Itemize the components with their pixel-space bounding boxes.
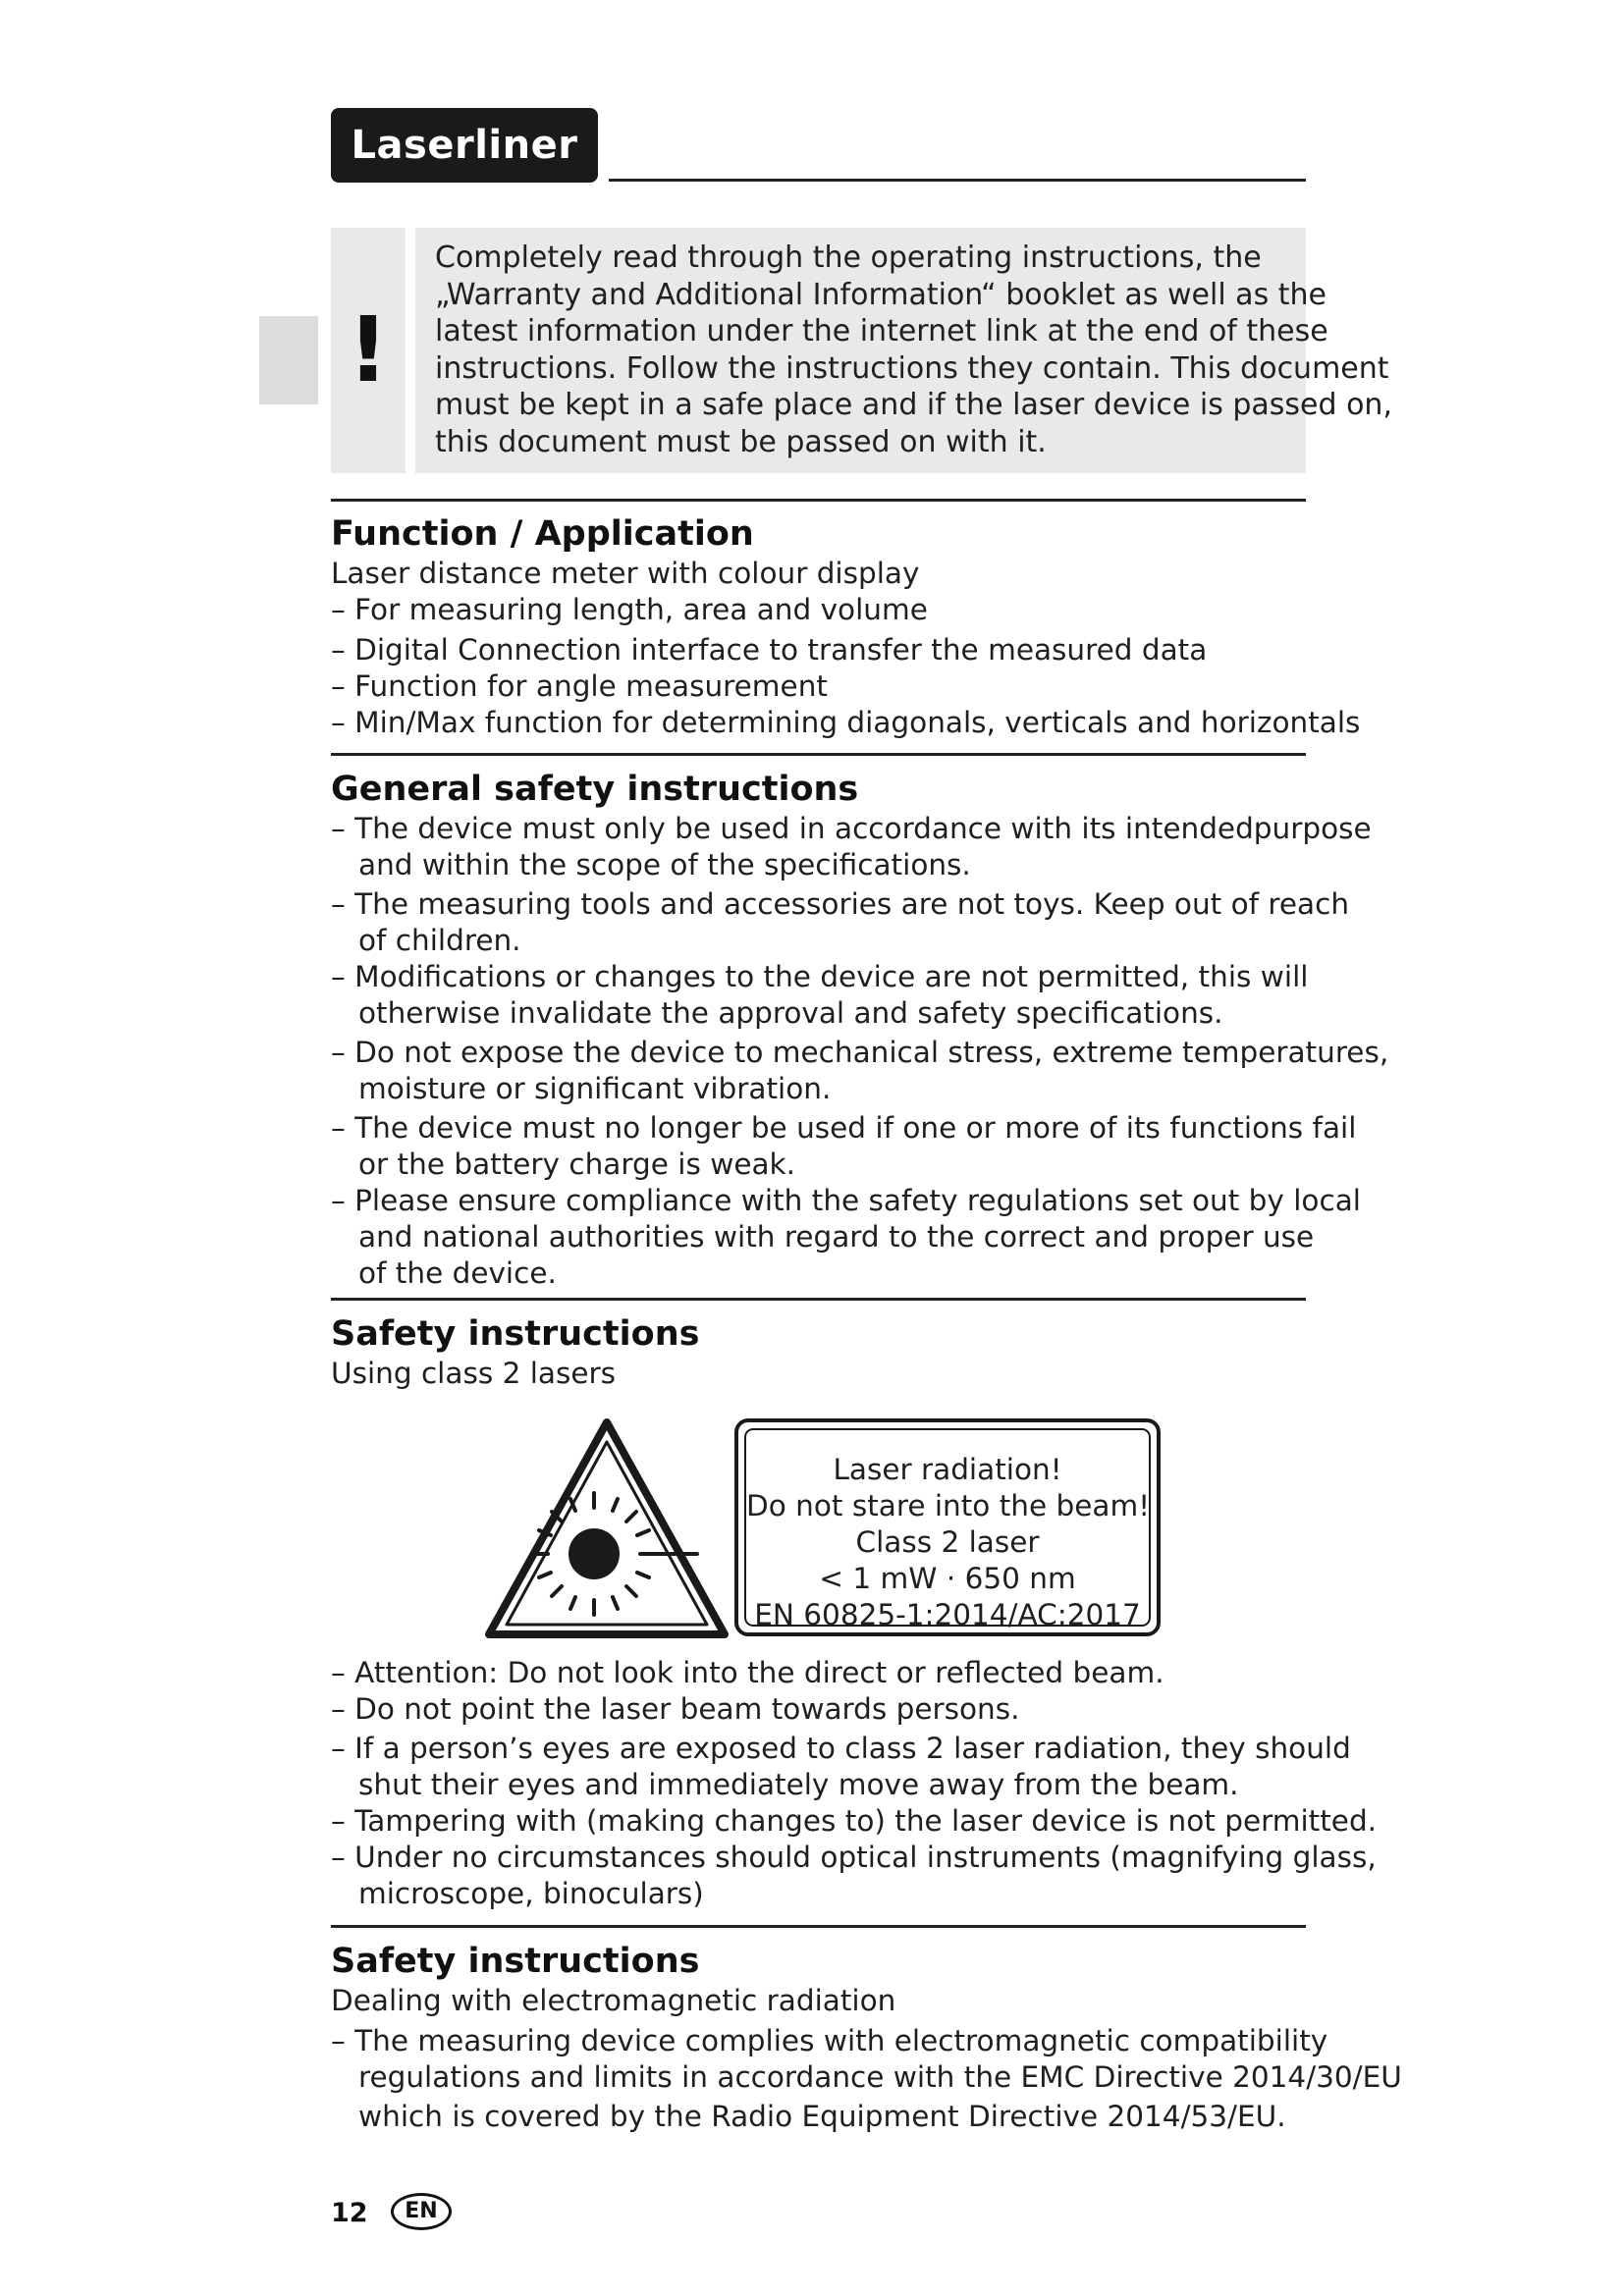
section-subtitle: Using class 2 lasers	[331, 1357, 617, 1390]
section-rule	[331, 753, 1306, 756]
laser-warning-label	[734, 1418, 1161, 1636]
notice-box	[415, 228, 1392, 473]
list-item: – For measuring length, area and volume	[331, 593, 928, 626]
list-item: – The measuring tools and accessories are not toys. Keep out of reach of children.	[331, 887, 1350, 957]
brand-logo: Laserliner	[331, 108, 598, 183]
header-rule	[609, 179, 1306, 182]
list-item: – The measuring device complies with electromagnetic compatibility regulations and limits in accordance with the EMC Directive 2014/30/EU which is covered by the Radio Equipment Directive 2014/53/EU.	[331, 2024, 1402, 2133]
list-item: – If a person’s eyes are exposed to class 2 laser radiation, they should shut their eyes and immediately move away from the beam.	[331, 1732, 1351, 1801]
list-item: – Digital Connection interface to transfer the measured data	[331, 633, 1208, 667]
section-intro: Laser distance meter with colour display	[331, 557, 920, 590]
list-item: – Tampering with (making changes to) the laser device is not permitted.	[331, 1804, 1378, 1838]
notice-line: „Warranty and Additional Information“ booklet as well as the	[435, 277, 1326, 312]
warning-line: < 1 mW · 650 nm	[819, 1562, 1076, 1595]
notice-line: Completely read through the operating instructions, the	[435, 240, 1262, 275]
section-heading: General safety instructions	[331, 770, 859, 809]
side-tab-marker	[259, 316, 318, 404]
list-item: – Min/Max function for determining diagonals, verticals and horizontals	[331, 706, 1361, 739]
warning-line: Laser radiation!	[833, 1453, 1062, 1486]
list-item: – Do not expose the device to mechanical stress, extreme temperatures, moisture or significant vibration.	[331, 1036, 1389, 1105]
exclamation-icon: !	[331, 228, 406, 473]
list-item: – Modifications or changes to the device are not permitted, this will otherwise invalidate the approval and safety specifications.	[331, 960, 1309, 1030]
general-safety-section	[331, 768, 1389, 1292]
section-heading: Safety instructions	[331, 1314, 700, 1354]
section-rule	[331, 499, 1306, 502]
list-item: – Please ensure compliance with the safety regulations set out by local and national authorities with regard to the correct and proper use of the device.	[331, 1184, 1361, 1290]
section-heading: Function / Application	[331, 514, 754, 554]
language-badge: EN	[391, 2193, 452, 2230]
list-item: – Attention: Do not look into the direct or reflected beam.	[331, 1656, 1164, 1689]
warning-line: Do not stare into the beam!	[746, 1489, 1151, 1522]
list-item: – Function for angle measurement	[331, 669, 828, 703]
list-item: – Under no circumstances should optical instruments (magnifying glass, microscope, binoculars)	[331, 1841, 1377, 1910]
notice-line: instructions. Follow the instructions they contain. This document	[435, 350, 1389, 386]
laser-safety-list	[331, 1655, 1378, 1912]
laser-safety-section	[331, 1312, 1313, 1392]
notice-line: must be kept in a safe place and if the laser device is passed on,	[435, 388, 1392, 422]
page-number: 12	[331, 2198, 368, 2228]
laser-warning-triangle-icon	[483, 1416, 731, 1640]
list-item: – Do not point the laser beam towards persons.	[331, 1692, 1020, 1726]
function-section	[331, 512, 1361, 741]
emc-safety-section	[331, 1940, 1402, 2135]
notice-line: latest information under the internet link at the end of these	[435, 314, 1328, 348]
warning-line: EN 60825-1:2014/AC:2017	[754, 1598, 1141, 1631]
list-item: – The device must only be used in accordance with its intendedpurpose and within the scope of the specifications.	[331, 812, 1372, 881]
section-subtitle: Dealing with electromagnetic radiation	[331, 1984, 896, 2017]
section-rule	[331, 1925, 1306, 1928]
notice-line: this document must be passed on with it.	[435, 424, 1047, 459]
section-rule	[331, 1298, 1306, 1301]
warning-line: Class 2 laser	[855, 1525, 1040, 1559]
section-heading: Safety instructions	[331, 1942, 700, 1981]
list-item: – The device must no longer be used if one or more of its functions fail or the battery charge is weak.	[331, 1111, 1357, 1181]
